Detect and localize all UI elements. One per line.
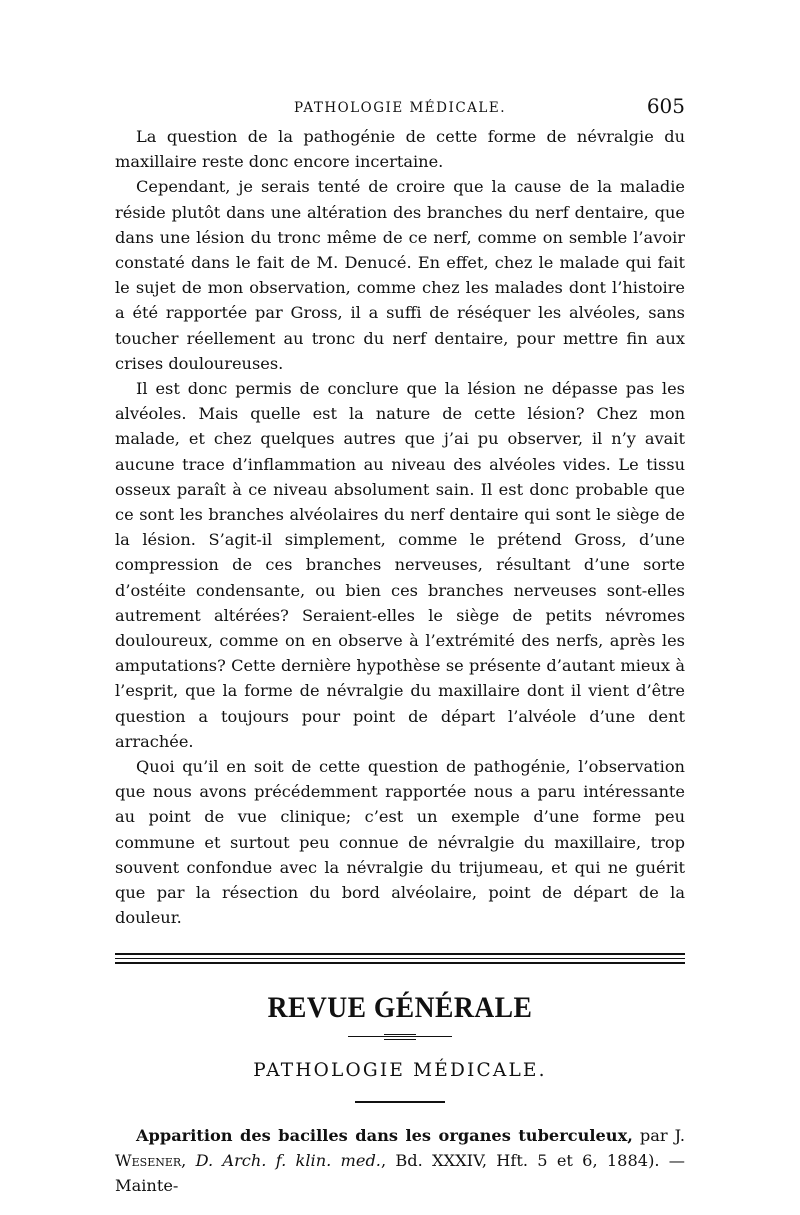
short-divider [355,1101,445,1103]
document-page [115,92,685,1198]
article-journal: D. Arch. f. klin. med. [195,1150,381,1170]
paragraph-2: Cependant, je serais tenté de croire que la cause de la maladie réside plutôt dans une altération des branches du nerf dentaire, que dans une lésion du tronc même de ce nerf, comme on semble l’avoir constaté dans le fait de M. Denucé. En effet, chez le malade qui fait le sujet de mon observation, comme chez les malades dont l’histoire a été rapportée par Gross, il a suffi de réséquer les alvéoles, sans toucher réellement au tronc du nerf dentaire, pour mettre fin aux crises douloureuses. [115,177,685,373]
article-citation: , Bd. XXXIV, Hft. 5 et 6, 1884). — Mainte- [115,1150,685,1195]
paragraph-1: La question de la pathogénie de cette forme de névralgie du maxillaire reste donc encore incertaine. [115,127,685,172]
article-author: Wesener [115,1150,182,1170]
article-entry [115,1123,685,1199]
section-divider [115,952,685,966]
author-prefix: par J. [632,1125,685,1145]
article-title: Apparition des bacilles dans les organes tuberculeux, [136,1125,633,1145]
section-title: REVUE GÉNÉRALE [267,990,533,1024]
running-head [115,92,685,124]
running-title: PATHOLOGIE MÉDICALE. [293,100,507,116]
paragraph-3: Il est donc permis de conclure que la lésion ne dépasse pas les alvéoles. Mais quelle est la nature de cette lésion? Chez mon malade, et chez quelques autres que j’ai pu observer, il n’y avait aucune trace d’inflammation au niveau des alvéoles vides. Le tissu osseux paraît à ce niveau absolument sain. Il est donc probable que ce sont les branches alvéolaires du nerf dentaire qui sont le siège de la lésion. S’agit-il simplement, comme le prétend Gross, d’une compression de ces branches nerveuses, résultant d’une sorte d’ostéite condensante, ou bien ces branches nerveuses sont-elles autrement altérées? Seraient-elles le siège de petits névromes douloureux, comme on en observe à l’extrémité des nerfs, après les amputations? Cette dernière hypothèse se présente d’autant mieux à l’esprit, que la forme de névralgie du maxillaire dont il vient d’être question a toujours pour point de départ l’alvéole d’une dent arrachée. [115,379,685,751]
page-number: 605 [646,94,685,118]
journal-separator: , [181,1150,196,1170]
subsection-title: PATHOLOGIE MÉDICALE. [253,1059,547,1081]
ornament-divider [348,1034,452,1040]
paragraph-4: Quoi qu’il en soit de cette question de pathogénie, l’observation que nous avons précédemment rapportée nous a paru intéressante au point de vue clinique; c’est un exemple d’une forme peu commune et surtout peu connue de névralgie du maxillaire, trop souvent confondue avec la névralgie du trijumeau, et qui ne guérit que par la résection du bord alvéolaire, point de départ de la douleur. [115,757,685,928]
